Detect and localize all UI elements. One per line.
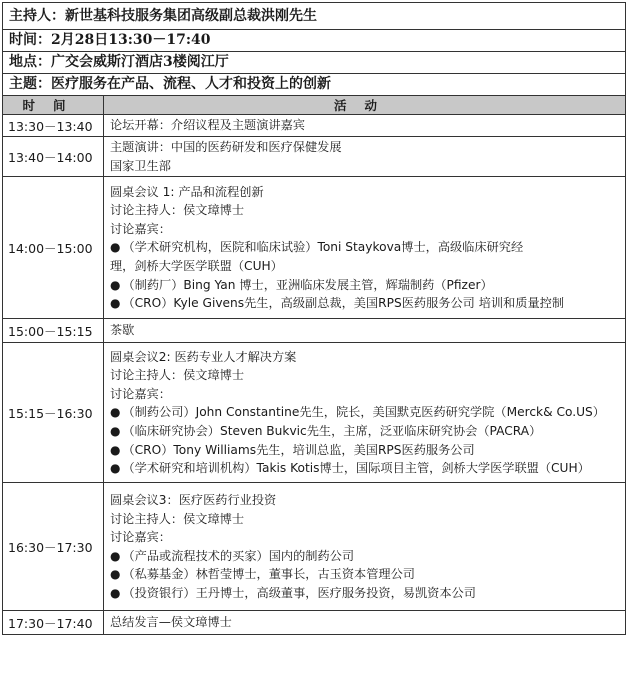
time-cell: 13:30－13:40 <box>3 115 104 137</box>
activity-cell <box>104 483 626 611</box>
time-cell: 17:30－17:40 <box>3 611 104 635</box>
time-cell: 15:00－15:15 <box>3 319 104 343</box>
activity-line: （私募基金）林哲莹博士，董事长，古玉资本管理公司 <box>122 567 415 582</box>
theme-line: 主题：医疗服务在产品、流程、人才和投资上的创新 <box>2 73 626 95</box>
activity-line: 国家卫生部 <box>110 158 171 173</box>
column-header-time: 时间 <box>3 96 104 115</box>
list-item <box>110 276 621 295</box>
activity-line: 主题演讲：中国的医药研发和医疗保健发展 <box>110 140 342 154</box>
time-cell: 16:30－17:30 <box>3 483 104 611</box>
list-item <box>110 459 621 478</box>
column-header-activity: 活动 <box>104 96 626 115</box>
table-row <box>3 115 626 137</box>
activity-line: 总结发言—侯文璋博士 <box>110 615 232 630</box>
bullet-icon: ● <box>110 296 121 311</box>
activity-line: （学术研究机构，医院和临床试验）Toni Staykova博士，高级临床研究经 <box>122 240 524 255</box>
activity-line: 理，剑桥大学医学联盟（CUH） <box>110 258 283 273</box>
activity-line: （产品或流程技术的买家）国内的制药公司 <box>122 548 355 563</box>
table-row <box>3 137 626 177</box>
table-row <box>3 343 626 483</box>
host-line: 主持人：新世基科技服务集团高级副总裁洪刚先生 <box>2 2 626 29</box>
activity-line: 讨论嘉宾： <box>110 530 171 545</box>
activity-line: （临床研究协会）Steven Bukvic先生，主席，泛亚临床研究协会（PACRA） <box>122 423 542 438</box>
bullet-icon: ● <box>110 405 121 420</box>
activity-line: 讨论主持人：侯文璋博士 <box>110 203 245 218</box>
table-row <box>3 319 626 343</box>
activity-cell <box>104 137 626 177</box>
list-item <box>110 403 621 422</box>
activity-line: （制药公司）John Constantine先生，院长，美国默克医药研究学院（Merck& Co.US） <box>122 405 605 420</box>
activity-line: （CRO）Kyle Givens先生，高级副总裁，美国RPS医药服务公司 培训和质量控制 <box>122 296 565 311</box>
table-row <box>3 177 626 319</box>
table-header-row <box>3 96 626 115</box>
list-item <box>110 584 621 603</box>
activity-cell <box>104 611 626 635</box>
activity-cell <box>104 115 626 137</box>
activity-cell <box>104 177 626 319</box>
time-cell: 15:15－16:30 <box>3 343 104 483</box>
activity-line: 圆桌会议2: 医药专业人才解决方案 <box>110 349 297 364</box>
activity-line: （投资银行）王丹博士，高级董事，医疗服务投资，易凯资本公司 <box>122 585 476 600</box>
bullet-icon: ● <box>110 567 121 582</box>
agenda-sheet <box>2 2 626 635</box>
venue-line: 地点：广交会威斯汀酒店3楼阅江厅 <box>2 51 626 73</box>
time-line: 时间：2月28日13:30－17:40 <box>2 29 626 51</box>
activity-line: （制药厂）Bing Yan 博士，亚洲临床发展主管，辉瑞制药（Pfizer） <box>122 277 493 292</box>
bullet-icon: ● <box>110 442 121 457</box>
table-row <box>3 611 626 635</box>
activity-line: 茶歇 <box>110 323 135 338</box>
activity-line: 圆桌会议 1: 产品和流程创新 <box>110 184 264 199</box>
list-item <box>110 294 621 313</box>
table-row <box>3 483 626 611</box>
list-item <box>110 422 621 441</box>
activity-line: 讨论嘉宾： <box>110 221 171 236</box>
activity-line: 圆桌会议3：医疗医药行业投资 <box>110 492 277 507</box>
bullet-icon: ● <box>110 423 121 438</box>
list-item <box>110 238 621 257</box>
activity-line: 讨论主持人：侯文璋博士 <box>110 368 245 383</box>
list-item <box>110 547 621 566</box>
activity-line: 讨论主持人：侯文璋博士 <box>110 511 245 526</box>
list-item <box>110 441 621 460</box>
time-cell: 14:00－15:00 <box>3 177 104 319</box>
activity-cell <box>104 319 626 343</box>
bullet-icon: ● <box>110 277 121 292</box>
list-item <box>110 565 621 584</box>
activity-line: 论坛开幕：介绍议程及主题演讲嘉宾 <box>110 118 305 133</box>
bullet-icon: ● <box>110 548 121 563</box>
bullet-icon: ● <box>110 461 121 476</box>
bullet-icon: ● <box>110 240 121 255</box>
time-cell: 13:40－14:00 <box>3 137 104 177</box>
activity-line: （学术研究和培训机构）Takis Kotis博士，国际项目主管，剑桥大学医学联盟（CUH） <box>122 461 590 476</box>
agenda-table <box>2 95 626 635</box>
activity-cell <box>104 343 626 483</box>
activity-line: （CRO）Tony Williams先生，培训总监，美国RPS医药服务公司 <box>122 442 475 457</box>
activity-line: 讨论嘉宾： <box>110 386 171 401</box>
bullet-icon: ● <box>110 585 121 600</box>
